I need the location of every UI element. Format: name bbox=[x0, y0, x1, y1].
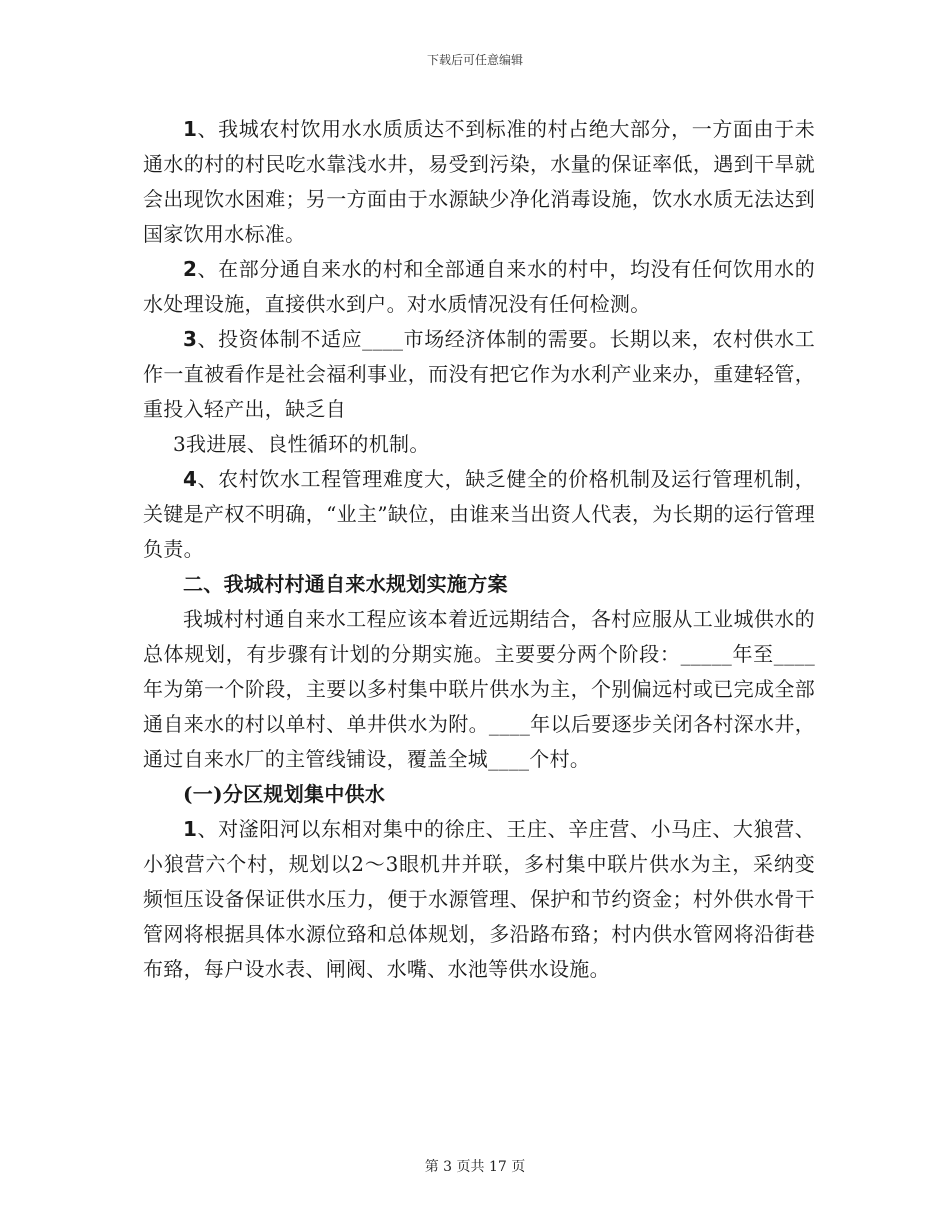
item-number: 3 bbox=[183, 327, 198, 351]
paragraph-5 bbox=[143, 602, 815, 777]
item-number: 2 bbox=[183, 257, 198, 281]
item-number: 4 bbox=[183, 467, 198, 491]
paragraph-text: 、我城农村饮用水水质质达不到标准的村占绝大部分，一方面由于未通水的村的村民吃水靠浅水井，易受到污染，水量的保证率低，遇到干旱就会出现饮水困难；另一方面由于水源缺少净化消毒设施，饮水水质无法达到国家饮用水标准。 bbox=[143, 117, 815, 246]
item-number: 1 bbox=[183, 117, 198, 141]
document-body bbox=[143, 112, 815, 987]
paragraph-text: 、农村饮水工程管理难度大，缺乏健全的价格机制及运行管理机制，关键是产权不明确，“业主”缺位，由谁来当出资人代表，为长期的运行管理负责。 bbox=[143, 467, 815, 561]
paragraph-text: 3我进展、良性循环的机制。 bbox=[173, 432, 430, 456]
paragraph-3 bbox=[143, 322, 815, 427]
section-heading: 二、我城村村通自来水规划实施方案 bbox=[183, 572, 508, 596]
paragraph-text: 、对滏阳河以东相对集中的徐庄、王庄、辛庄营、小马庄、大狼营、小狼营六个村，规划以2～3眼机井并联，多村集中联片供水为主，采纳变频恒压设备保证供水压力，便于水源管理、保护和节约资金；村外供水骨干管网将根据具体水源位臵和总体规划，多沿路布臵；村内供水管网将沿街巷布臵，每户设水表、闸阀、水嘴、水池等供水设施。 bbox=[143, 817, 815, 981]
subsection-heading: (一)分区规划集中供水 bbox=[183, 782, 386, 806]
paragraph-2 bbox=[143, 252, 815, 322]
paragraph-text: 、投资体制不适应____市场经济体制的需要。长期以来，农村供水工作一直被看作是社会福利事业，而没有把它作为水利产业来办，重建轻管，重投入轻产出，缺乏自 bbox=[143, 327, 815, 421]
paragraph-4 bbox=[143, 462, 815, 567]
paragraph-text: 我城村村通自来水工程应该本着近远期结合，各村应服从工业城供水的总体规划，有步骤有计划的分期实施。主要要分两个阶段：_____年至____年为第一个阶段，主要以多村集中联片供水为主，个别偏远村或已完成全部通自来水的村以单村、单井供水为附。____年以后要逐步关闭各村深水井，通过自来水厂的主管线铺设，覆盖全城____个村。 bbox=[143, 607, 815, 771]
page-header: 下载后可任意编辑 bbox=[426, 53, 523, 67]
paragraph-text: 、在部分通自来水的村和全部通自来水的村中，均没有任何饮用水的水处理设施，直接供水到户。对水质情况没有任何检测。 bbox=[143, 257, 815, 316]
paragraph-6 bbox=[143, 812, 815, 987]
paragraph-3-continued bbox=[143, 427, 815, 462]
paragraph-1 bbox=[143, 112, 815, 252]
item-number: 1 bbox=[183, 817, 198, 841]
page-footer: 第 3 页共 17 页 bbox=[424, 1159, 526, 1175]
